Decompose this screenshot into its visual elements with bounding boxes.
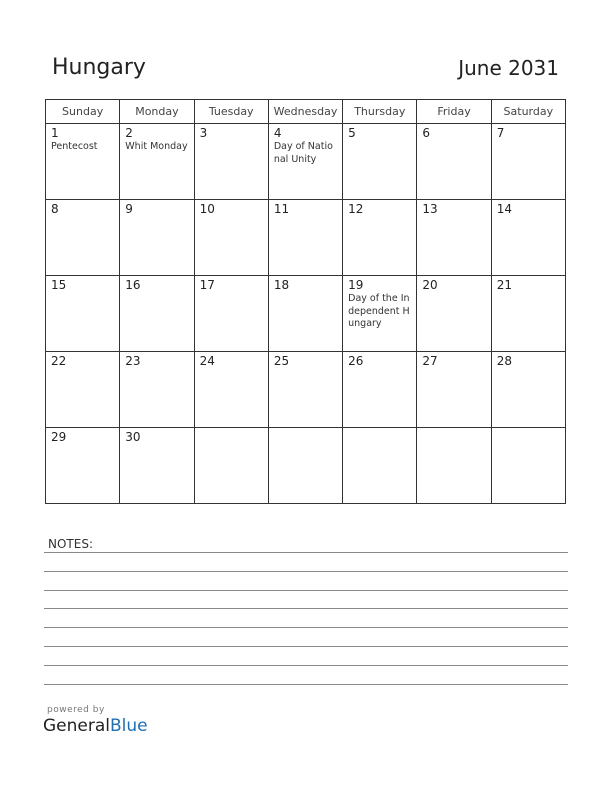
holiday-label: Pentecost: [51, 141, 98, 152]
note-line: [44, 571, 568, 572]
day-cell: [343, 428, 417, 504]
day-number: 10: [199, 202, 215, 216]
day-cell: [194, 200, 268, 276]
day-cell: [194, 352, 268, 428]
day-number: 26: [348, 354, 364, 368]
month-year-title: June 2031: [458, 56, 559, 80]
day-cell: [268, 352, 342, 428]
calendar-grid: [45, 99, 566, 504]
note-line: [44, 552, 568, 553]
day-number: 27: [422, 354, 438, 368]
day-number: 25: [273, 354, 290, 368]
day-cell: [417, 200, 491, 276]
day-cell: [343, 124, 417, 200]
country-title: Hungary: [52, 55, 146, 80]
holiday-label: Day of National Unity: [273, 141, 333, 165]
day-cell: [268, 200, 342, 276]
day-number: 8: [51, 202, 59, 216]
day-cell: [268, 124, 342, 200]
day-number: 24: [199, 354, 215, 368]
day-number: 1: [51, 126, 59, 140]
day-cell: [194, 428, 268, 504]
day-cell: [343, 352, 417, 428]
day-cell: [120, 428, 194, 504]
day-cell: [46, 124, 120, 200]
day-number: 23: [125, 354, 141, 368]
day-cell: [417, 124, 491, 200]
day-cell: [120, 124, 194, 200]
day-cell: [417, 352, 491, 428]
week-row: [46, 200, 566, 276]
week-row: [46, 428, 566, 504]
day-cell: [417, 428, 491, 504]
day-cell: [46, 276, 120, 352]
note-line: [44, 646, 568, 647]
day-cell: [268, 276, 342, 352]
day-number: 15: [51, 278, 67, 292]
day-number: 5: [348, 126, 356, 140]
week-row: [46, 352, 566, 428]
weekday-header: Wednesday: [268, 100, 342, 124]
day-number: 11: [273, 202, 290, 216]
week-row: [46, 276, 566, 352]
day-number: 9: [125, 202, 133, 216]
day-number: 13: [422, 202, 438, 216]
note-line: [44, 684, 568, 685]
day-cell: [491, 276, 565, 352]
day-cell: [194, 276, 268, 352]
day-cell: [268, 428, 342, 504]
weekday-header: Saturday: [491, 100, 565, 124]
day-cell: [491, 200, 565, 276]
day-cell: [194, 124, 268, 200]
day-number: 19: [348, 278, 364, 292]
note-line: [44, 665, 568, 666]
day-number: 16: [125, 278, 141, 292]
weekday-header: Thursday: [343, 100, 417, 124]
day-number: 2: [125, 126, 133, 140]
day-cell: [491, 352, 565, 428]
generalblue-logo: [43, 716, 148, 736]
weekday-header: Monday: [120, 100, 194, 124]
day-number: 14: [496, 202, 512, 216]
holiday-label: Whit Monday: [125, 141, 188, 152]
powered-by-text: powered by: [47, 705, 105, 715]
week-row: [46, 124, 566, 200]
day-cell: [491, 124, 565, 200]
day-number: 29: [51, 430, 67, 444]
day-cell: [46, 428, 120, 504]
day-number: 6: [422, 126, 431, 140]
day-cell: [46, 352, 120, 428]
notes-label: NOTES:: [48, 537, 93, 551]
day-cell: [120, 276, 194, 352]
brand-general-text: General: [43, 716, 110, 736]
brand-blue-text: Blue: [110, 716, 148, 736]
day-number: 20: [422, 278, 438, 292]
weekday-header: Sunday: [46, 100, 120, 124]
day-number: 4: [273, 126, 282, 140]
day-number: 7: [496, 126, 505, 140]
note-line: [44, 627, 568, 628]
day-cell: [120, 352, 194, 428]
day-cell: [343, 276, 417, 352]
day-cell: [120, 200, 194, 276]
day-cell: [491, 428, 565, 504]
day-number: 17: [199, 278, 215, 292]
note-line: [44, 590, 568, 591]
weekday-header: Tuesday: [194, 100, 268, 124]
day-number: 3: [199, 126, 208, 140]
holiday-label: Day of the Independent Hungary: [348, 293, 410, 329]
day-cell: [343, 200, 417, 276]
weekday-header-row: [46, 100, 566, 124]
day-cell: [46, 200, 120, 276]
day-number: 22: [51, 354, 67, 368]
day-number: 21: [496, 278, 512, 292]
day-cell: [417, 276, 491, 352]
day-number: 18: [273, 278, 290, 292]
weekday-header: Friday: [417, 100, 491, 124]
day-number: 12: [348, 202, 364, 216]
note-line: [44, 608, 568, 609]
day-number: 28: [496, 354, 512, 368]
day-number: 30: [125, 430, 141, 444]
